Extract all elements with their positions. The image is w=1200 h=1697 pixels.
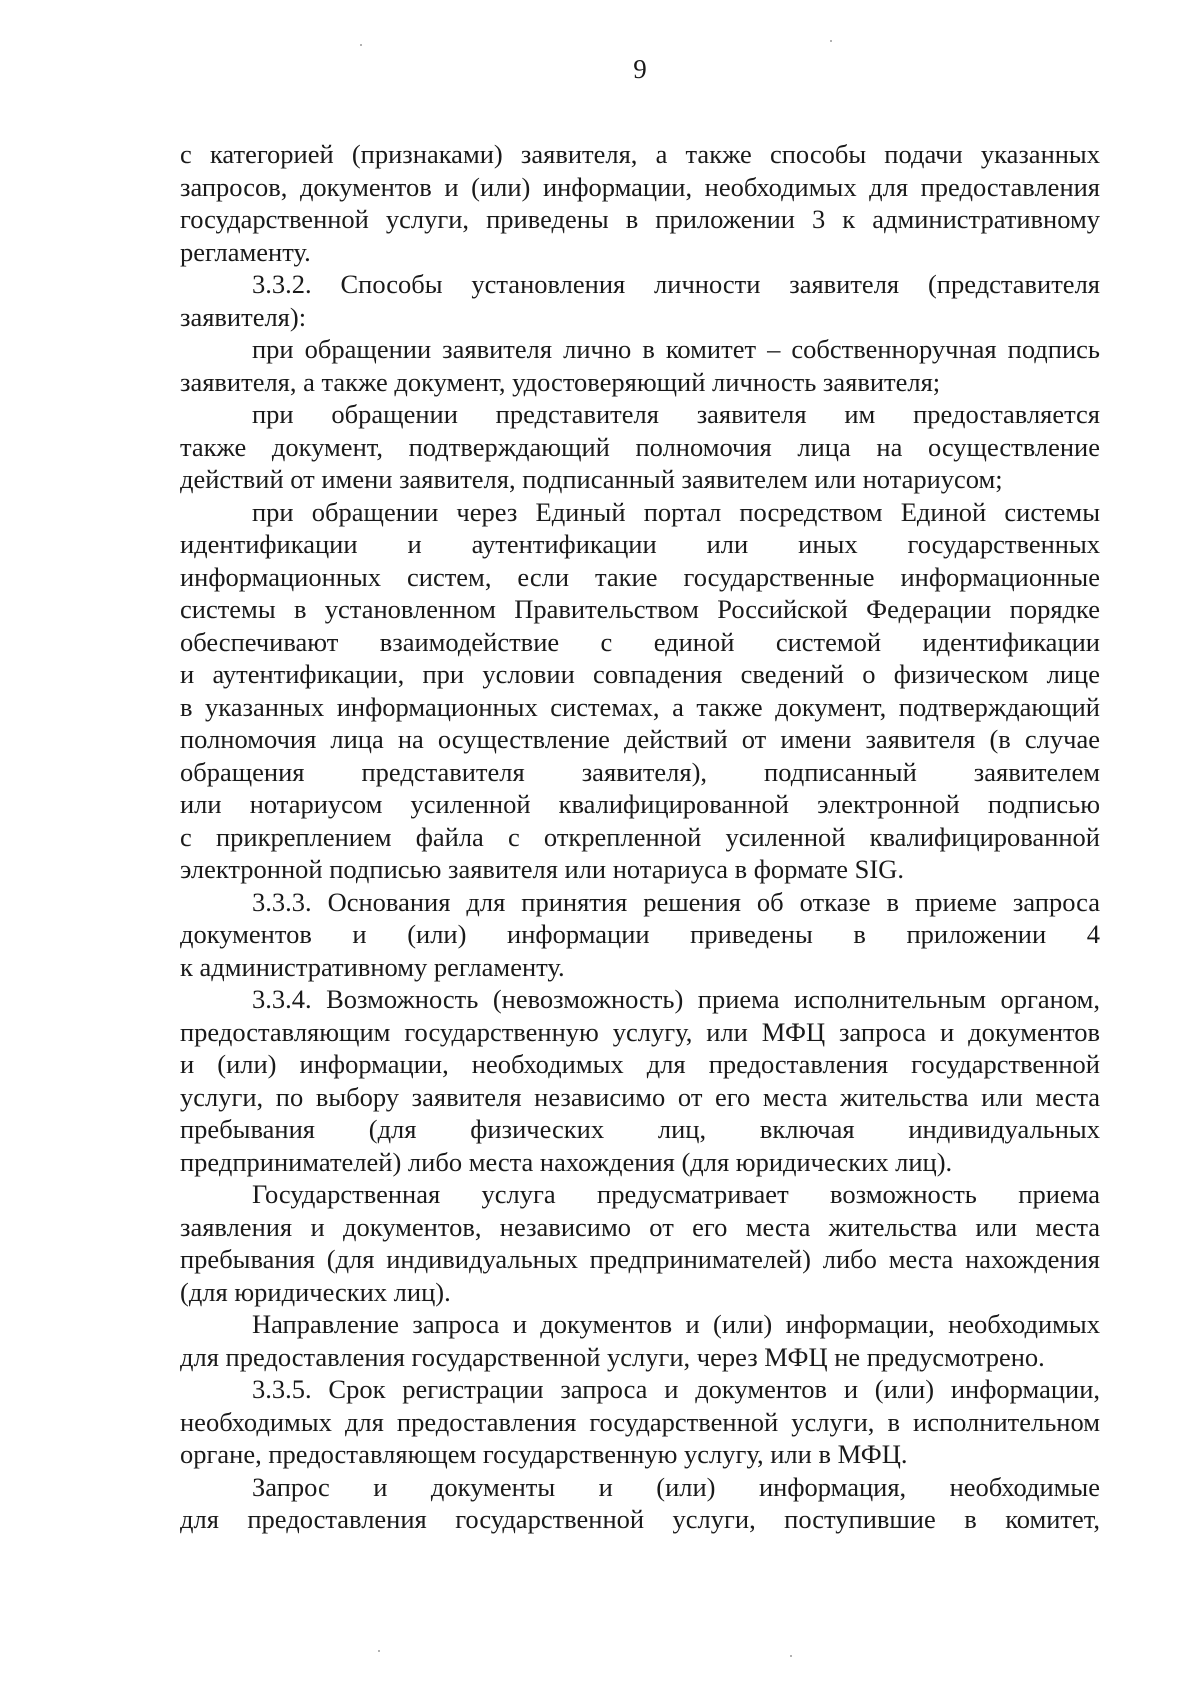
- text-line: 3.3.3. Основания для принятия решения об отказе в приеме запроса: [252, 886, 1100, 917]
- text-line: пребывания (для физических лиц, включая индивидуальных: [180, 1114, 1100, 1144]
- text-line: обеспечивают взаимодействие с единой системой идентификации: [180, 626, 1100, 657]
- text-line: 3.3.4. Возможность (невозможность) приема исполнительным органом,: [252, 984, 1100, 1014]
- text-line: полномочия лица на осуществление действий от имени заявителя (в случае: [180, 724, 1100, 754]
- text-line: заявителя, а также документ, удостоверяющий личность заявителя;: [180, 366, 941, 397]
- text-line: предпринимателей) либо места нахождения (для юридических лиц).: [180, 1146, 953, 1177]
- text-line: к административному регламенту.: [180, 951, 565, 982]
- text-line: Запрос и документы и (или) информация, необходимые: [252, 1471, 1100, 1502]
- text-line: 3.3.5. Срок регистрации запроса и документов и (или) информации,: [252, 1374, 1100, 1404]
- text-line: пребывания (для индивидуальных предпринимателей) либо места нахождения: [180, 1244, 1100, 1274]
- text-line: 3.3.2. Способы установления личности заявителя (представителя: [252, 269, 1100, 299]
- text-line: органе, предоставляющем государственную услугу, или в МФЦ.: [180, 1439, 908, 1469]
- text-line: также документ, подтверждающий полномочия лица на осуществление: [180, 431, 1100, 462]
- document-body: [180, 138, 1100, 1536]
- text-line: в указанных информационных системах, а также документ, подтверждающий: [180, 691, 1100, 722]
- text-line: системы в установленном Правительством Российской Федерации порядке: [180, 594, 1100, 624]
- text-line: обращения представителя заявителя), подписанный заявителем: [180, 756, 1100, 787]
- scan-speck: [360, 44, 362, 46]
- text-line: при обращении заявителя лично в комитет – собственноручная подпись: [252, 334, 1100, 364]
- text-line: государственной услуги, приведены в приложении 3 к административному: [180, 204, 1100, 234]
- text-line: при обращении через Единый портал посредством Единой системы: [252, 496, 1100, 527]
- text-line: с категорией (признаками) заявителя, а также способы подачи указанных: [180, 139, 1100, 169]
- text-line: информационных систем, если такие государственные информационные: [180, 561, 1100, 592]
- text-line: действий от имени заявителя, подписанный заявителем или нотариусом;: [180, 464, 1003, 494]
- text-line: для предоставления государственной услуги, через МФЦ не предусмотрено.: [180, 1341, 1045, 1372]
- text-line: Государственная услуга предусматривает возможность приема: [252, 1179, 1100, 1209]
- text-line: и аутентификации, при условии совпадения сведений о физическом лице: [180, 659, 1100, 689]
- text-line: электронной подписью заявителя или нотариуса в формате SIG.: [180, 854, 904, 884]
- text-line: или нотариусом усиленной квалифицированной электронной подписью: [180, 789, 1100, 819]
- text-line: запросов, документов и (или) информации, необходимых для предоставления: [180, 171, 1100, 202]
- text-line: заявителя):: [180, 301, 307, 332]
- page-number: 9: [633, 54, 647, 84]
- text-line: регламенту.: [180, 236, 311, 267]
- text-line: с прикреплением файла с открепленной усиленной квалифицированной: [180, 821, 1100, 852]
- text-line: услуги, по выбору заявителя независимо от его места жительства или места: [180, 1081, 1100, 1112]
- text-line: необходимых для предоставления государственной услуги, в исполнительном: [180, 1406, 1100, 1437]
- text-line: предоставляющим государственную услугу, или МФЦ запроса и документов: [180, 1016, 1100, 1047]
- scan-speck: [830, 40, 832, 42]
- text-line: при обращении представителя заявителя им предоставляется: [252, 399, 1100, 429]
- text-line: и (или) информации, необходимых для предоставления государственной: [180, 1049, 1100, 1079]
- scan-speck: [378, 1650, 380, 1652]
- text-line: документов и (или) информации приведены в приложении 4: [180, 919, 1100, 949]
- text-line: для предоставления государственной услуги, поступившие в комитет,: [180, 1504, 1100, 1534]
- text-line: заявления и документов, независимо от его места жительства или места: [180, 1211, 1100, 1242]
- text-line: идентификации и аутентификации или иных государственных: [180, 529, 1100, 559]
- text-line: Направление запроса и документов и (или) информации, необходимых: [252, 1309, 1100, 1339]
- text-line: (для юридических лиц).: [180, 1276, 451, 1307]
- scan-speck: [790, 1655, 792, 1657]
